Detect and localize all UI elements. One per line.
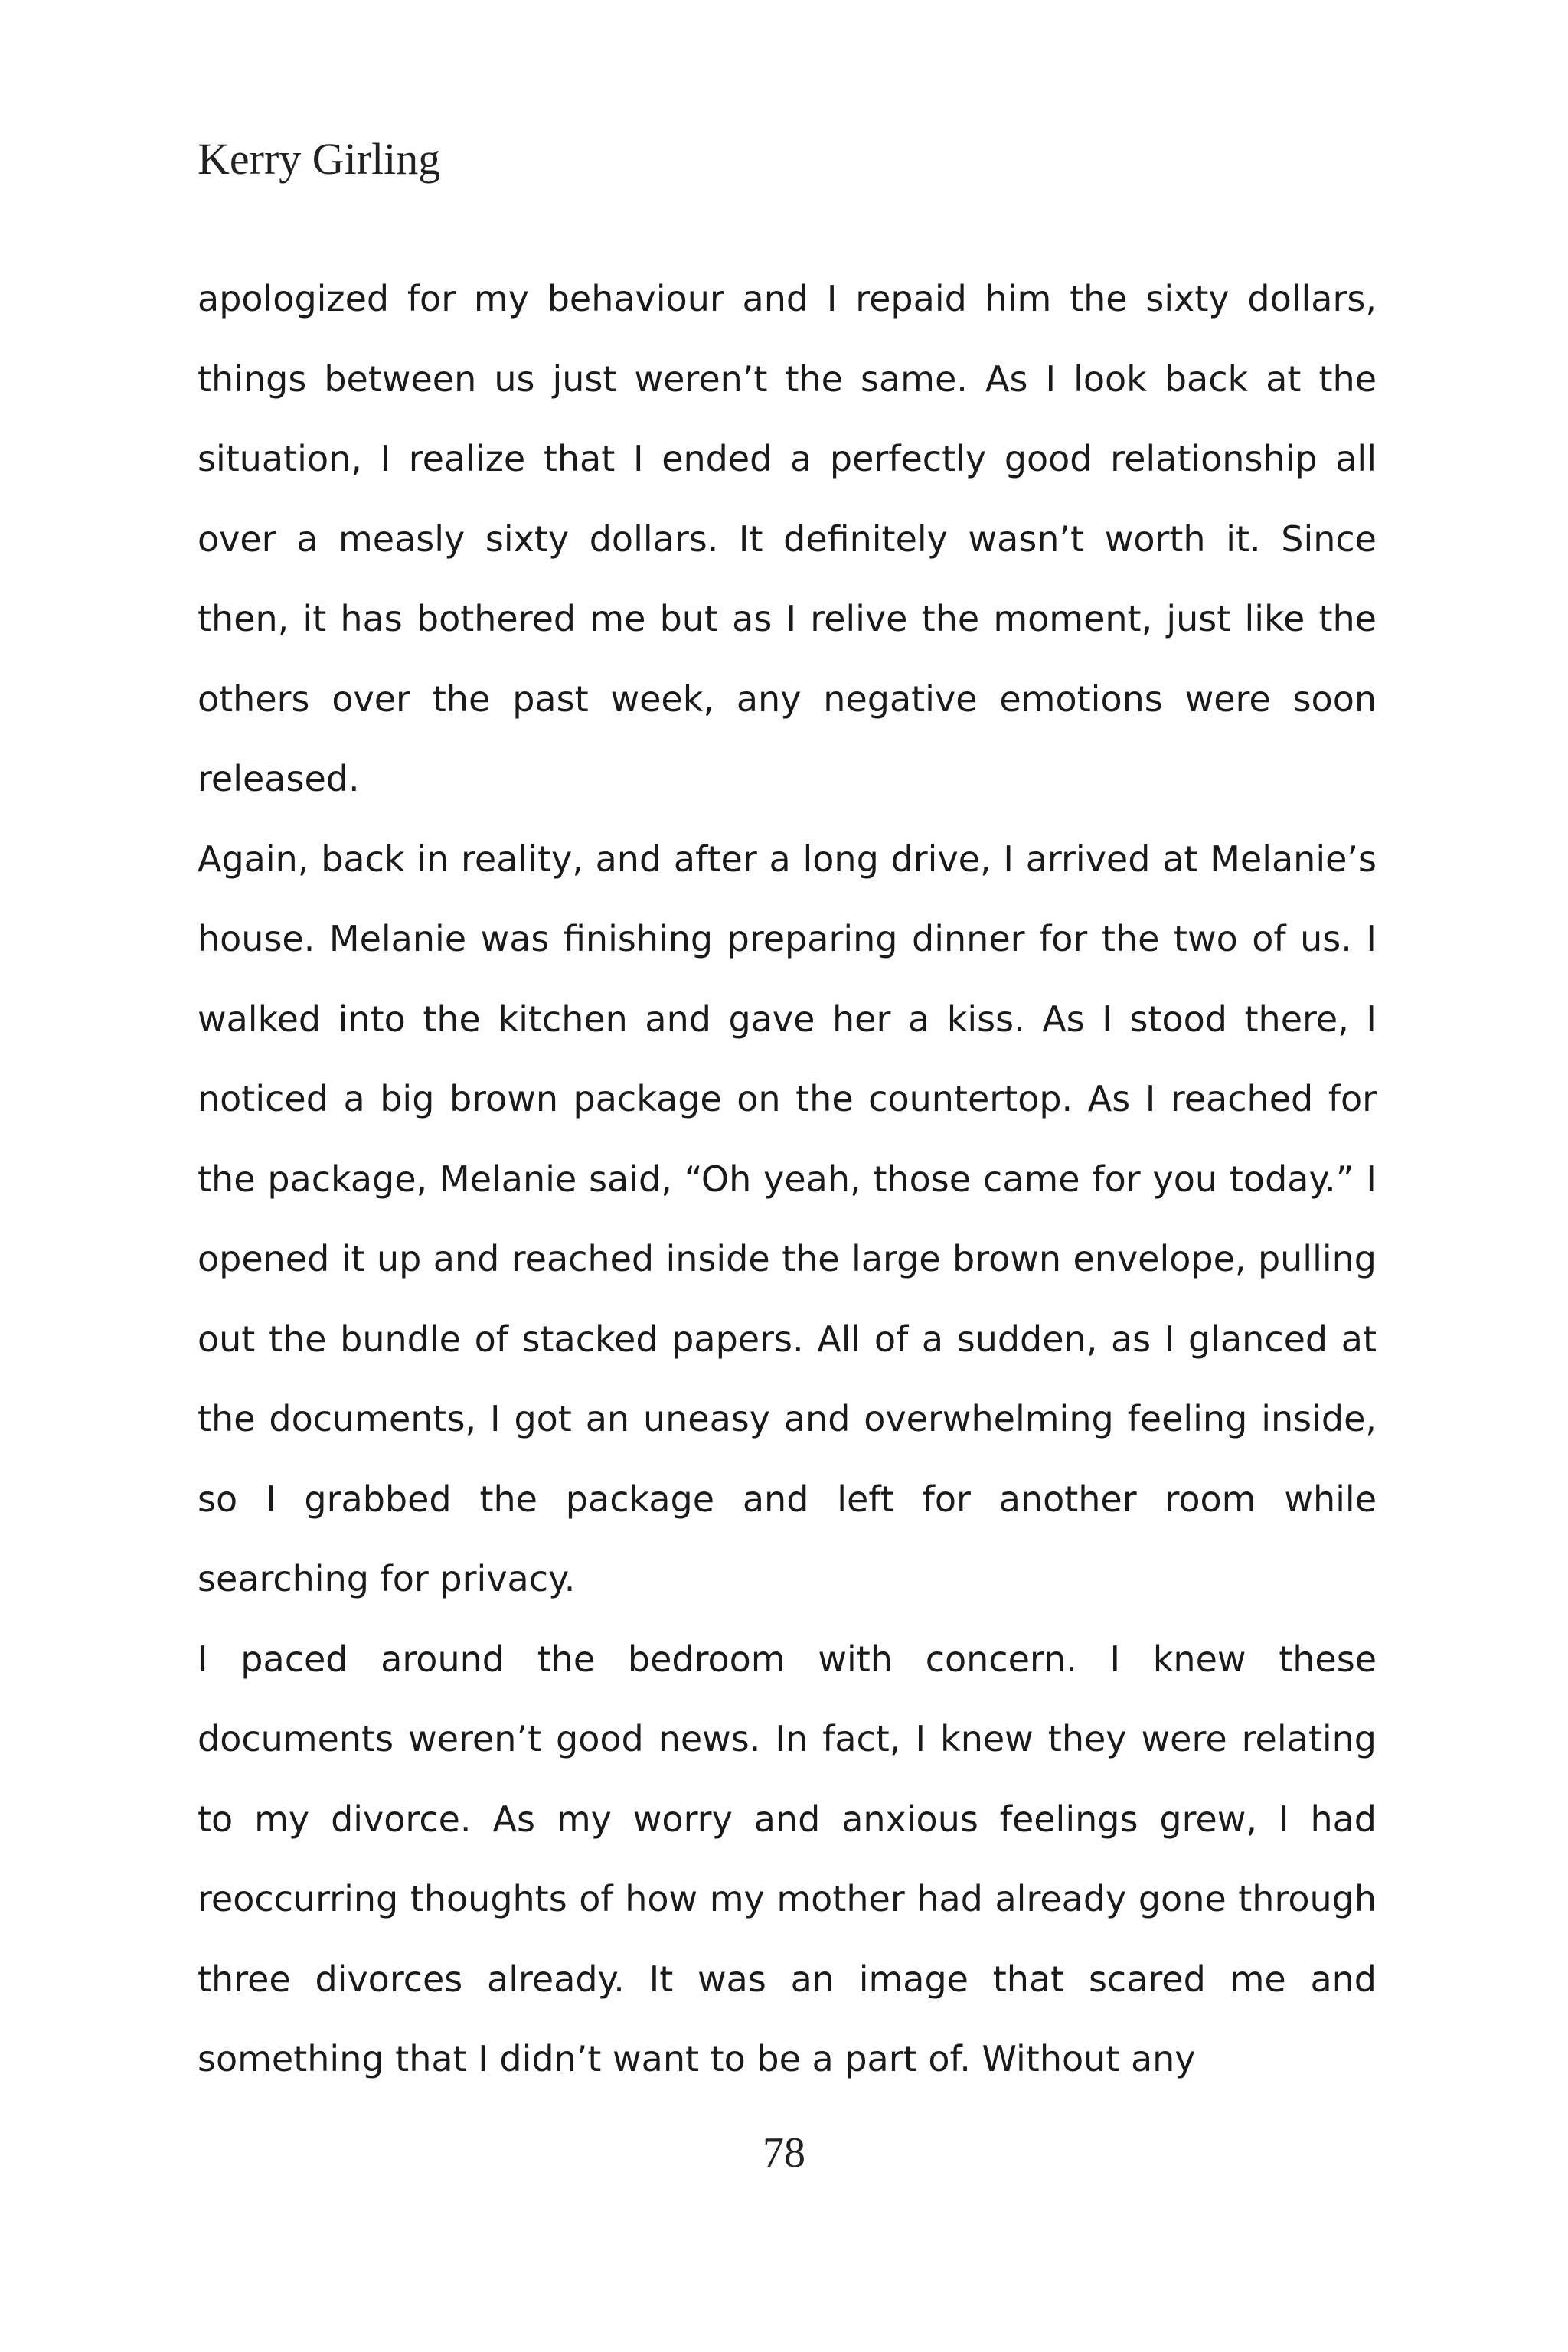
paragraph: I paced around the bedroom with concern. I knew these documents weren’t good news. In fact, I knew they were relating to my divorce. As my worry and anxious feelings grew, I had reoccurring thoughts of how my mother had already gone through three divorces already. It was an image that scared me and something that I didn’t want to be a part of. Without any — [198, 1638, 1377, 2079]
page-number: 78 — [763, 2129, 805, 2177]
paragraph: Again, back in reality, and after a long drive, I arrived at Melanie’s house. Melanie was finishing preparing dinner for the two of us. I walked into the kitchen and gave her a kiss. As I stood there, I noticed a big brown package on the countertop. As I reached for the package, Melanie said, “Oh yeah, those came for you today.” I opened it up and reached inside the large brown envelope, pulling out the bundle of stacked papers. All of a sudden, as I glanced at the documents, I got an uneasy and overwhelming feeling inside, so I grabbed the package and left for another room while searching for privacy. — [198, 838, 1377, 1599]
paragraph: apologized for my behaviour and I repaid him the sixty dollars, things between us just weren’t the same. As I look back at the situation, I realize that I ended a perfectly good relationship all over a measly sixty dollars. It definitely wasn’t worth it. Since then, it has bothered me but as I relive the moment, just like the others over the past week, any negative emotions were soon released. — [198, 278, 1377, 799]
running-header-author: Kerry Girling — [198, 134, 441, 184]
body-text — [198, 259, 1377, 2099]
